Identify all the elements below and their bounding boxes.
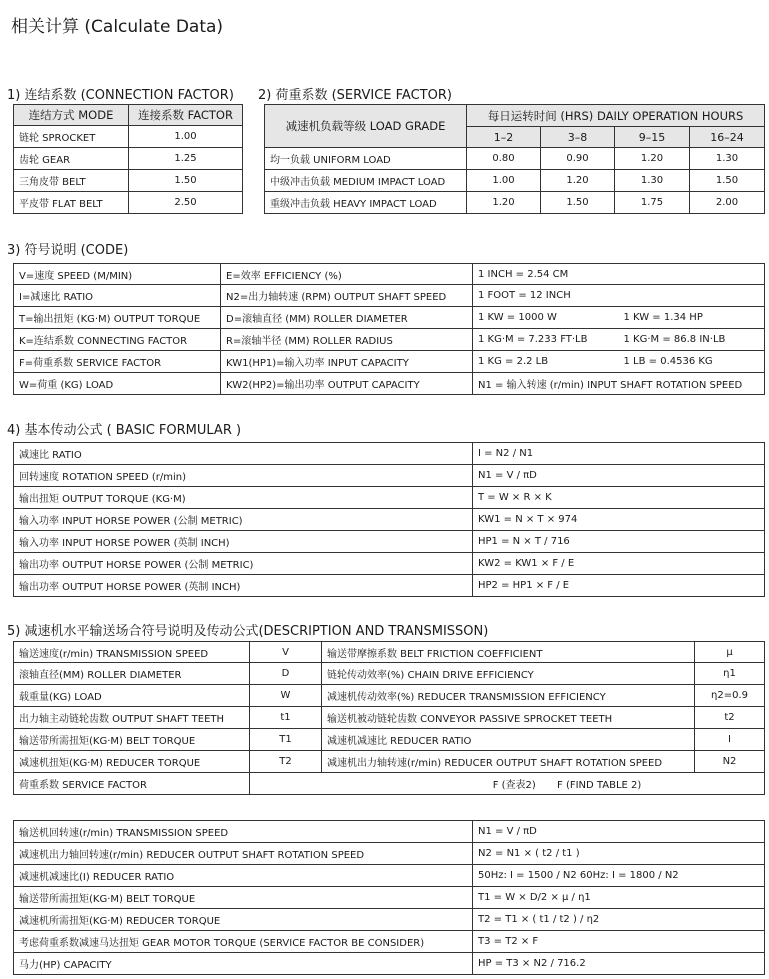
table-row bbox=[14, 509, 765, 531]
formula-name-cell: 减速机出力轴回转速(r/min) REDUCER OUTPUT SHAFT ROTATION SPEED bbox=[14, 843, 473, 865]
section-3-heading: 3) 符号说明 (CODE) bbox=[7, 243, 129, 258]
col-header-factor: 连接系数 FACTOR bbox=[129, 105, 243, 126]
table-row bbox=[14, 126, 243, 148]
value-cell: 1.30 bbox=[615, 170, 690, 192]
factor-cell: 1.00 bbox=[129, 126, 243, 148]
value-cell: 1.50 bbox=[541, 192, 615, 214]
section-4-heading: 4) 基本传动公式 ( BASIC FORMULAR ) bbox=[7, 423, 242, 438]
table-row bbox=[14, 773, 765, 795]
col-header-hours: 3–8 bbox=[541, 127, 615, 148]
formula-name-cell: 回转速度 ROTATION SPEED (r/min) bbox=[14, 465, 473, 487]
table-row bbox=[14, 170, 243, 192]
value-cell: 1.50 bbox=[690, 170, 765, 192]
formula-cell: N2 = N1 × ( t2 / t1 ) bbox=[473, 843, 765, 865]
symbol-cell: N2 bbox=[695, 751, 765, 773]
formula-cell: T2 = T1 × ( t1 / t2 ) / η2 bbox=[473, 909, 765, 931]
grade-cell: 重级冲击负载 HEAVY IMPACT LOAD bbox=[265, 192, 467, 214]
unit-cell: 1 KW = 1.34 HP bbox=[619, 307, 765, 329]
col-header-daily-hours: 每日运转时间 (HRS) DAILY OPERATION HOURS bbox=[467, 105, 765, 127]
formula-cell: HP1 = N × T / 716 bbox=[473, 531, 765, 553]
desc-cell: 输送速度(r/min) TRANSMISSION SPEED bbox=[14, 642, 250, 663]
col-header-hours: 9–15 bbox=[615, 127, 690, 148]
table-row bbox=[14, 285, 765, 307]
table-row bbox=[14, 865, 765, 887]
symbol-cell: μ bbox=[695, 642, 765, 663]
table-row bbox=[14, 887, 765, 909]
value-cell: 1.20 bbox=[467, 192, 541, 214]
value-cell: 1.20 bbox=[541, 170, 615, 192]
col-header-load-grade: 减速机负载等级 LOAD GRADE bbox=[265, 105, 467, 148]
value-cell: 0.80 bbox=[467, 148, 541, 170]
grade-cell: 中级冲击负载 MEDIUM IMPACT LOAD bbox=[265, 170, 467, 192]
formula-name-cell: 输出扭矩 OUTPUT TORQUE (KG·M) bbox=[14, 487, 473, 509]
table-row bbox=[14, 953, 765, 975]
unit-cell: 1 LB = 0.4536 KG bbox=[619, 351, 765, 373]
table-row bbox=[14, 373, 765, 395]
value-cell: 0.90 bbox=[541, 148, 615, 170]
table-row bbox=[14, 685, 765, 707]
formula-name-cell: 减速机所需扭矩(KG·M) REDUCER TORQUE bbox=[14, 909, 473, 931]
formula-name-cell: 输出功率 OUTPUT HORSE POWER (公制 METRIC) bbox=[14, 553, 473, 575]
desc-cell: 输送带所需扭矩(KG·M) BELT TORQUE bbox=[14, 729, 250, 751]
formula-name-cell: 减速比 RATIO bbox=[14, 443, 473, 465]
desc-cell: 滚轴直径(MM) ROLLER DIAMETER bbox=[14, 663, 250, 685]
table-row bbox=[14, 148, 243, 170]
formula-name-cell: 输送机回转速(r/min) TRANSMISSION SPEED bbox=[14, 821, 473, 843]
unit-cell: 1 KW = 1000 W bbox=[473, 307, 619, 329]
symbol-cell: T2 bbox=[250, 751, 322, 773]
symbol-cell: I bbox=[695, 729, 765, 751]
code-cell: D=滚轴直径 (MM) ROLLER DIAMETER bbox=[221, 307, 473, 329]
symbol-cell: t2 bbox=[695, 707, 765, 729]
desc-cell: 减速机减速比 REDUCER RATIO bbox=[322, 729, 695, 751]
symbol-cell: V bbox=[250, 642, 322, 663]
formula-cell: KW2 = KW1 × F / E bbox=[473, 553, 765, 575]
transmission-formula-table bbox=[13, 820, 765, 975]
table-row bbox=[14, 329, 765, 351]
symbol-cell: η1 bbox=[695, 663, 765, 685]
mode-cell: 链轮 SPROCKET bbox=[14, 126, 129, 148]
code-cell: R=滚轴半径 (MM) ROLLER RADIUS bbox=[221, 329, 473, 351]
formula-name-cell: 输入功率 INPUT HORSE POWER (公制 METRIC) bbox=[14, 509, 473, 531]
mode-cell: 平皮带 FLAT BELT bbox=[14, 192, 129, 214]
table-row bbox=[14, 843, 765, 865]
code-table bbox=[13, 263, 765, 395]
formula-name-cell: 考虑荷重系数减速马达扭矩 GEAR MOTOR TORQUE (SERVICE FACTOR BE CONSIDER) bbox=[14, 931, 473, 953]
table-row bbox=[14, 487, 765, 509]
table-row bbox=[14, 909, 765, 931]
formula-name-cell: 输出功率 OUTPUT HORSE POWER (英制 INCH) bbox=[14, 575, 473, 597]
section-5-heading: 5) 减速机水平输送场合符号说明及传动公式(DESCRIPTION AND TRANSMISSON) bbox=[7, 624, 489, 639]
col-header-hours: 1–2 bbox=[467, 127, 541, 148]
desc-cell: 输送机被动链轮齿数 CONVEYOR PASSIVE SPROCKET TEETH bbox=[322, 707, 695, 729]
unit-cell: 1 KG·M = 7.233 FT·LB bbox=[473, 329, 619, 351]
description-table bbox=[13, 641, 765, 795]
code-cell: F=荷重系数 SERVICE FACTOR bbox=[14, 351, 221, 373]
formula-cell: HP2 = HP1 × F / E bbox=[473, 575, 765, 597]
service-factor-en: F (FIND TABLE 2) bbox=[557, 780, 642, 791]
page-title: 相关计算 (Calculate Data) bbox=[11, 17, 224, 37]
symbol-cell: t1 bbox=[250, 707, 322, 729]
code-cell: I=减速比 RATIO bbox=[14, 285, 221, 307]
table-header-row bbox=[265, 105, 765, 127]
section-2-heading: 2) 荷重系数 (SERVICE FACTOR) bbox=[258, 88, 452, 103]
table-row bbox=[14, 192, 243, 214]
col-header-mode: 连结方式 MODE bbox=[14, 105, 129, 126]
table-header-row bbox=[14, 105, 243, 126]
formula-cell: T = W × R × K bbox=[473, 487, 765, 509]
formula-cell: N1 = V / πD bbox=[473, 465, 765, 487]
formula-cell: 50Hz: I = 1500 / N2 60Hz: I = 1800 / N2 bbox=[473, 865, 765, 887]
code-cell: N2=出力轴转速 (RPM) OUTPUT SHAFT SPEED bbox=[221, 285, 473, 307]
grade-cell: 均一负载 UNIFORM LOAD bbox=[265, 148, 467, 170]
code-cell: V=速度 SPEED (M/MIN) bbox=[14, 264, 221, 285]
table-row bbox=[14, 729, 765, 751]
table-row bbox=[14, 307, 765, 329]
code-cell: T=输出扭矩 (KG·M) OUTPUT TORQUE bbox=[14, 307, 221, 329]
service-factor-table bbox=[264, 104, 765, 214]
unit-cell: N1 = 输入转速 (r/min) INPUT SHAFT ROTATION SPEED bbox=[473, 373, 765, 395]
table-row bbox=[14, 707, 765, 729]
table-row bbox=[14, 351, 765, 373]
col-header-hours: 16–24 bbox=[690, 127, 765, 148]
unit-cell: 1 KG·M = 86.8 IN·LB bbox=[619, 329, 765, 351]
factor-cell: 1.50 bbox=[129, 170, 243, 192]
table-row bbox=[14, 553, 765, 575]
desc-cell: 链轮传动效率(%) CHAIN DRIVE EFFICIENCY bbox=[322, 663, 695, 685]
symbol-cell: η2=0.9 bbox=[695, 685, 765, 707]
table-row bbox=[14, 264, 765, 285]
code-cell: KW2(HP2)=输出功率 OUTPUT CAPACITY bbox=[221, 373, 473, 395]
desc-cell: 减速机传动效率(%) REDUCER TRANSMISSION EFFICIENCY bbox=[322, 685, 695, 707]
unit-cell: 1 INCH = 2.54 CM bbox=[473, 264, 765, 285]
service-factor-cn: F (查表2) bbox=[492, 780, 536, 791]
table-row bbox=[14, 443, 765, 465]
connection-factor-table bbox=[13, 104, 243, 214]
table-row bbox=[14, 663, 765, 685]
symbol-cell: T1 bbox=[250, 729, 322, 751]
formula-cell: N1 = V / πD bbox=[473, 821, 765, 843]
value-cell: 1.75 bbox=[615, 192, 690, 214]
unit-cell: 1 FOOT = 12 INCH bbox=[473, 285, 765, 307]
formula-cell: KW1 = N × T × 974 bbox=[473, 509, 765, 531]
table-row bbox=[265, 170, 765, 192]
value-cell: 1.00 bbox=[467, 170, 541, 192]
symbol-cell: D bbox=[250, 663, 322, 685]
table-row bbox=[14, 531, 765, 553]
basic-formula-table bbox=[13, 442, 765, 597]
code-cell: E=效率 EFFICIENCY (%) bbox=[221, 264, 473, 285]
table-row bbox=[14, 642, 765, 663]
factor-cell: 2.50 bbox=[129, 192, 243, 214]
formula-cell: HP = T3 × N2 / 716.2 bbox=[473, 953, 765, 975]
table-row bbox=[265, 192, 765, 214]
desc-cell: 出力轴主动链轮齿数 OUTPUT SHAFT TEETH bbox=[14, 707, 250, 729]
desc-cell: 载重量(KG) LOAD bbox=[14, 685, 250, 707]
desc-cell: 减速机扭矩(KG·M) REDUCER TORQUE bbox=[14, 751, 250, 773]
table-row bbox=[14, 931, 765, 953]
value-cell: 1.20 bbox=[615, 148, 690, 170]
formula-name-cell: 马力(HP) CAPACITY bbox=[14, 953, 473, 975]
code-cell: W=荷重 (KG) LOAD bbox=[14, 373, 221, 395]
value-cell: 1.30 bbox=[690, 148, 765, 170]
desc-cell: 减速机出力轴转速(r/min) REDUCER OUTPUT SHAFT ROTATION SPEED bbox=[322, 751, 695, 773]
symbol-cell: W bbox=[250, 685, 322, 707]
code-cell: KW1(HP1)=输入功率 INPUT CAPACITY bbox=[221, 351, 473, 373]
table-row bbox=[14, 575, 765, 597]
table-row bbox=[14, 751, 765, 773]
desc-cell: 输送带摩擦系数 BELT FRICTION COEFFICIENT bbox=[322, 642, 695, 663]
formula-name-cell: 输送带所需扭矩(KG·M) BELT TORQUE bbox=[14, 887, 473, 909]
factor-cell: 1.25 bbox=[129, 148, 243, 170]
formula-cell: T1 = W × D/2 × μ / η1 bbox=[473, 887, 765, 909]
section-1-heading: 1) 连结系数 (CONNECTION FACTOR) bbox=[7, 88, 234, 103]
table-row bbox=[14, 821, 765, 843]
value-cell: 2.00 bbox=[690, 192, 765, 214]
table-row bbox=[14, 465, 765, 487]
service-factor-value-cell bbox=[250, 773, 765, 795]
formula-name-cell: 输入功率 INPUT HORSE POWER (英制 INCH) bbox=[14, 531, 473, 553]
formula-cell: T3 = T2 × F bbox=[473, 931, 765, 953]
formula-cell: I = N2 / N1 bbox=[473, 443, 765, 465]
table-row bbox=[265, 148, 765, 170]
mode-cell: 齿轮 GEAR bbox=[14, 148, 129, 170]
code-cell: K=连结系数 CONNECTING FACTOR bbox=[14, 329, 221, 351]
desc-cell: 荷重系数 SERVICE FACTOR bbox=[14, 773, 250, 795]
formula-name-cell: 减速机减速比(I) REDUCER RATIO bbox=[14, 865, 473, 887]
mode-cell: 三角皮带 BELT bbox=[14, 170, 129, 192]
unit-cell: 1 KG = 2.2 LB bbox=[473, 351, 619, 373]
